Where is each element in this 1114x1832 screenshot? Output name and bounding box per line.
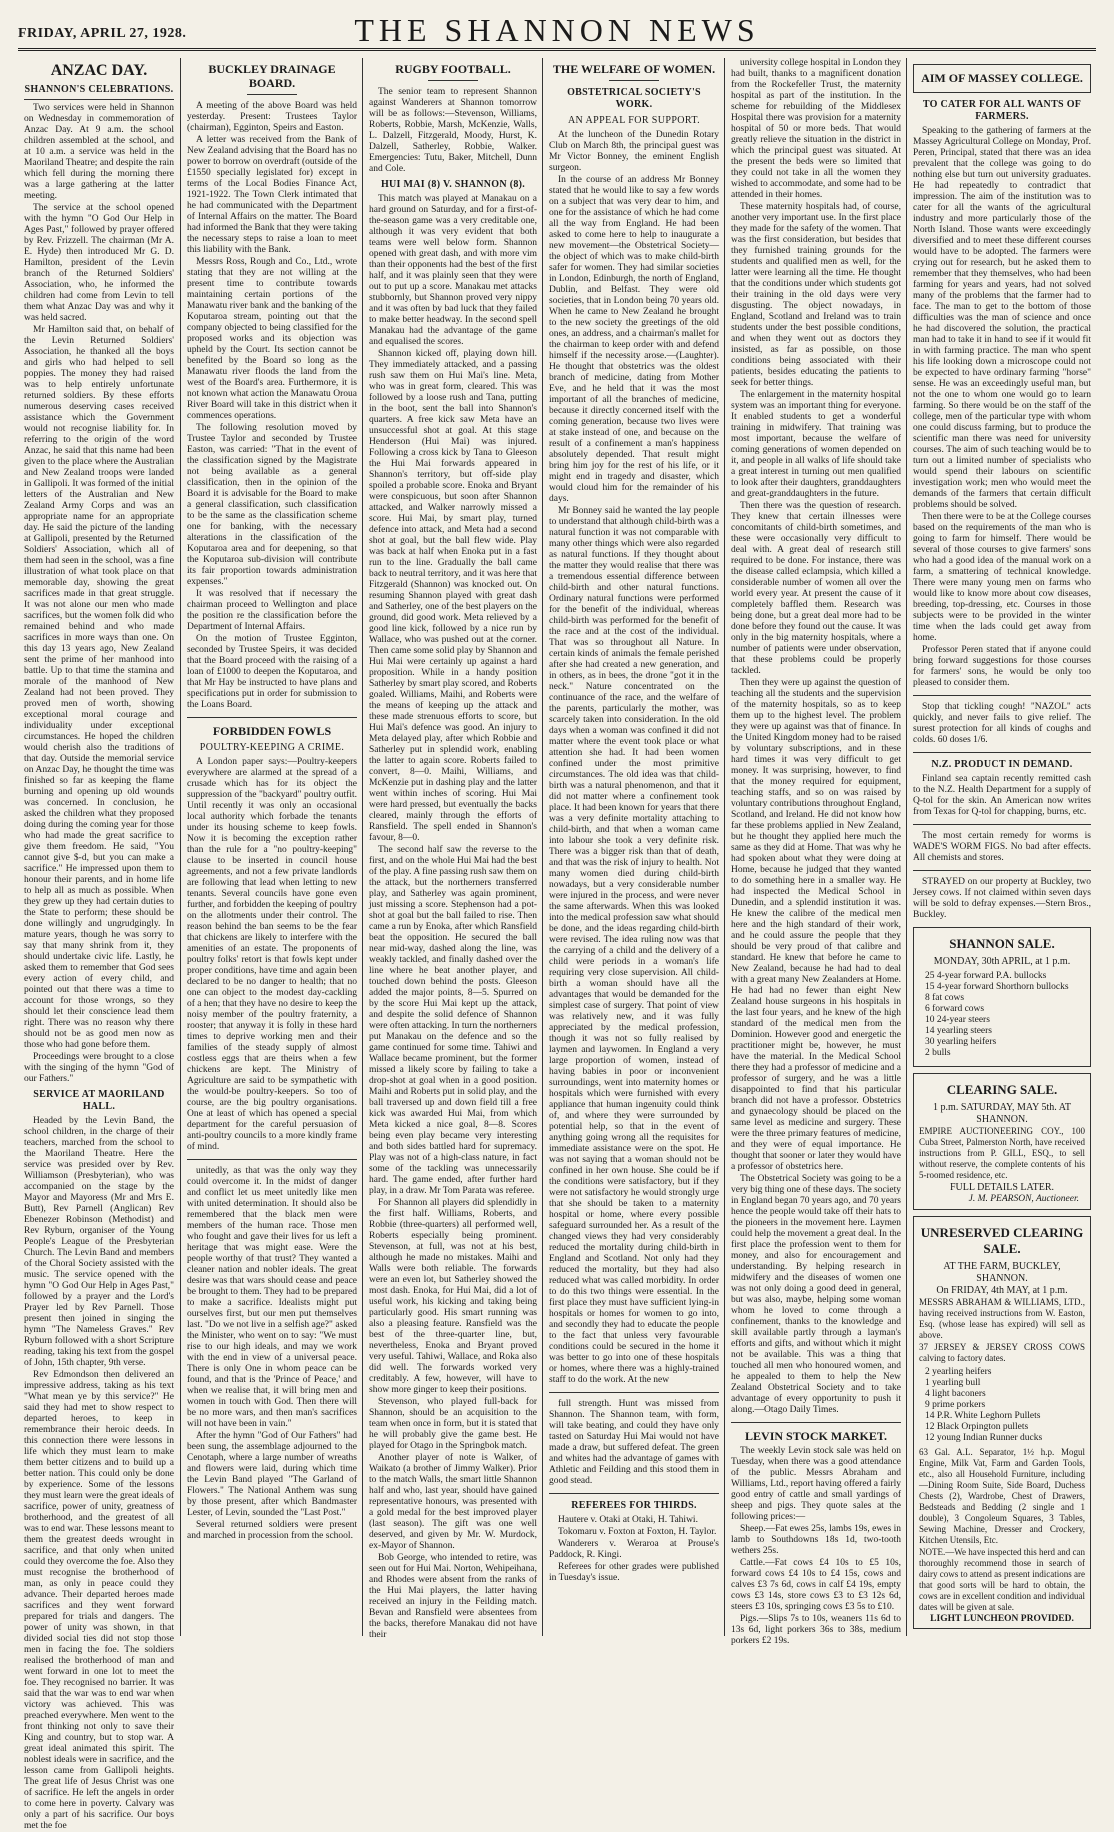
- article-paragraph: For Shannon all players did splendidly in the first half. Williams, Roberts, and Robbie (three-quarters) all performed well, Roberts especially being prominent. Stevenson, at full, was not at his best, although he made no mistakes. Maihi and Walls were both reliable. The forwards were an even lot, but Satherley showed the most dash. Enoka, for Hui Mai, did a lot of useful work, his kicking and taking being particularly good. His smart running was also a pleasing feature. Ransfield was the best of the three-quarter line, but, nevertheless, Enoka and Bryant proved very useful. Tahiwi, Wallace, and Roka also did well. The forwards worked very creditably. A few, however, will have to show more ginger to keep their positions.: [369, 1198, 537, 1395]
- newspaper-title: THE SHANNON NEWS: [354, 12, 760, 48]
- article-paragraph: At the luncheon of the Dunedin Rotary Club on March 8th, the principal guest was Mr Victor Bonney, the eminent English surgeon.: [549, 130, 719, 173]
- article-paragraph: A meeting of the above Board was held yesterday. Present: Trustees Taylor (chairman), Egginton, Speirs and Easton.: [187, 101, 357, 133]
- sale-item: 30 yearling heifers: [925, 1037, 997, 1047]
- sale-item: 12 Black Orpington pullets: [925, 1422, 1029, 1432]
- article-paragraph: Cattle.—Fat cows £4 10s to £5 10s, forward cows £4 10s to £4 15s, cows and calves £3 7s 6d, cows in calf £4 19s, empty cows £3 14s, store cows £3 to £3 12s 6d, steers £3 10s, springing cows £3 5s to £10.: [731, 1558, 901, 1612]
- advertisement-worm-figs: The most certain remedy for worms is WADE'S WORM FIGS. No bad after effects. All chemists and stores.: [913, 831, 1091, 863]
- article-heading-fowls: FORBIDDEN FOWLS: [212, 724, 332, 738]
- article-subheading: TO CATER FOR ALL WANTS OF FARMERS.: [922, 99, 1082, 122]
- ad-closing: LIGHT LUNCHEON PROVIDED.: [930, 1614, 1074, 1624]
- article-paragraph: A London paper says:—Poultry-keepers everywhere are alarmed at the spread of a crusade which has for its object the suppression of the "backyard" poultry outfit. Until recently it was only an occasional local authority which forbade the tenants under its housing scheme to keep fowls. Now it is becoming the exception rather than the rule for a "no poultry-keeping" clause to be inserted in council house agreements, and not a few private landlords are following that lead when letting to new tenants. Several councils have gone even further, and forbidden the keeping of poultry on the allotments under their control. The reason behind the ban seems to be the fear that chickens are likely to interfere with the amenities of an estate. The proponents of poultry folks' retort is that fowls kept under proper conditions, have time and again been declared to be no danger to health; that no one can object to the modest day-cackling of a hen; that they have no desire to keep the noisy member of the poultry fraternity, a rooster; that anyway it is folly in these hard times to deprive working men and their families of the steady supply of almost costless eggs that are theirs when a few chickens are kept. The Ministry of Agriculture are said to be sympathetic with the would-be poultry-keepers. So too of course, are the big poultry organisations. One at least of which has opened a special department for the careful persuasion of anti-poultry councils to a more kindly frame of mind.: [187, 757, 357, 1152]
- article-heading-levin: LEVIN STOCK MARKET.: [745, 1429, 887, 1443]
- ad-title: UNRESERVED CLEARING SALE.: [920, 1225, 1084, 1256]
- sale-item: 8 fat cows: [925, 993, 965, 1003]
- column-1: [18, 58, 180, 1831]
- sale-item: 9 prime porkers: [925, 1400, 986, 1410]
- article-paragraph: Mr Bonney said he wanted the lay people to understand that although child-birth was a natural function it was not comparable with many other things which were also regarded as natural functions. If they thought about the matter they would realise that there was a tremendous essential difference between child-birth and other natural functions. Ordinary natural functions were performed for the benefit of the individual, whereas child-birth was performed for the benefit of the race and at the cost of the individual. That was so throughout all Nature. In certain kinds of animals the female perished after she had created a new generation, and in others, as in bees, the drone "got it in the neck." Nature concentrated on the continuance of the race, and the welfare of the parents, particularly the mother, was scarcely taken into consideration. In the old days when a woman was confined it did not matter where the event took place or what attention she had. It had been women confined under the most primitive circumstances. The old idea was that child-birth was a natural phenomenon, and that it did not matter where a confinement took place. It had been known for years that there was a very definite mortality attaching to child-birth, and that when a woman came into labour she took a very definite risk. There was a bigger risk than that of death, and that was the risk of injury to health. Not many women died during child-birth nowadays, but a very considerable number were injured in the process, and were never the same afterwards. When this was looked into the medical profession saw what should be done, and the ideas regarding child-birth were revised. The idea ruling now was that the carrying of a child and the delivery of a child were periods in a woman's life requiring very close supervision. All child-birth a woman should have all the advantages that would be demanded for the simplest case of surgery. That point of view was relatively new, and it was fully appreciated by the medical profession, though it was not so fully realised by laymen and laywomen. In England a very large proportion of women, instead of having babies in poor or inconvenient surroundings, went into maternity homes or hospitals which were furnished with every appliance that human ingenuity could think of, and where they were surrounded by potential help, so that in the event of anything going wrong all the requisites for immediate assistance were on the spot. He was not saying that a woman should not be confined in her own house. She could be if the conditions were satisfactory, but if they were not satisfactory he would strongly urge that she should be taken to a maternity hospital or home, where every possible safeguard surrounded her. As a result of the changed views they had very considerably reduced the mortality during child-birth in England and Scotland. Not only had they reduced the mortality, but they had also reduced what was called morbidity. In order to do this two things were essential. In the first place they must have sufficient lying-in hospitals or homes for women to go into, and secondly they had to educate the people to the fact that unless very favourable conditions could be secured in the home it was better to go into one of these hospitals or homes, where there was a highly-trained staff to do the work. At the new: [549, 506, 719, 1385]
- article-paragraph: Professor Peren stated that if anyone could bring forward suggestions for those courses for farmers' sons, he would be only too pleased to consider them.: [913, 645, 1091, 688]
- article-heading-referees: REFEREES FOR THIRDS.: [571, 1500, 697, 1511]
- article-paragraph: Two services were held in Shannon on Wednesday in commemoration of Anzac Day. At 9 a.m. the school children assembled at the school, and at 10 a.m. a service was held in the Maoriland Theatre; and despite the rain which fell during the morning there was a large gathering at the latter meeting.: [24, 103, 174, 201]
- article-paragraph: The enlargement in the maternity hospital system was an important thing for everyone. It enabled students to get a wonderful training in midwifery. That training was most important, because the welfare of coming generations of women depended on it, and people in all walks of life should take a great interest in turning out men qualified to look after their daughters, granddaughters and great-granddaughters in the future.: [731, 390, 901, 499]
- article-paragraph: It was resolved that if necessary the chairman proceed to Wellington and place the position re the classification before the Department of Internal Affairs.: [187, 589, 357, 632]
- ad-date: On FRIDAY, 4th MAY, at 1 p.m.: [936, 1285, 1068, 1296]
- article-subheading: POULTRY-KEEPING A CRIME.: [199, 742, 345, 753]
- column-2: [180, 58, 363, 1636]
- ad-body: 63 Gal. A.L. Separator, 1½ h.p. Mogul Engine, Milk Vat, Farm and Garden Tools, etc., also all Household Furniture, including—Dining Room Suite, Side Board, Duchess Chests (2), Wardrobe, Chest of Drawers, Bedsteads and Bedding (2 single and 1 double), 3 Congoleum Squares, 3 Tables, Sewing Machine, Dresser and Crockery, Kitchen Utensils, Etc.: [919, 1447, 1085, 1545]
- ad-body: MESSRS ABRAHAM & WILLIAMS, LTD., having received instructions from W. Easton, Esq. (whose lease has expired) will sell as above.: [919, 1297, 1085, 1340]
- sale-item: 6 forward cows: [925, 1004, 985, 1014]
- article-paragraph: Headed by the Levin Band, the school children, in the charge of their teachers, marched from the school to the Maoriland Theatre. Here the service was presided over by Rev. Williamson (Presbyterian), who was accompanied on the stage by the Mayor and Mayoress (Mr and Mrs E. Butt), Rev Parnell (Anglican) Rev Ebenezer Robinson (Methodist) and Rev Ryburn, organiser of the Young People's League of the Presbyterian Church. The Levin Band and members of the Choral Society assisted with the music. The service opened with the hymn "O God Our Help in Ages Past," followed by a prayer and the Lord's Prayer led by Rev Parnell. Those present then joined in singing the hymn "The Nameless Graves." Rev Ryburn followed with a short Scripture reading, taking his text from the gospel of John, 15th chapter, 9th verse.: [24, 1116, 174, 1368]
- article-paragraph: Proceedings were brought to a close with the singing of the hymn "God of our Fathers.": [24, 1052, 174, 1084]
- advertisement-qtol: Finland sea captain recently remitted cash to the N.Z. Health Department for a supply of Q-tol for the skin. An American now writes from Texas for Q-tol for chapping, burns, etc.: [913, 774, 1091, 817]
- divider: [731, 1422, 901, 1423]
- ad-note: NOTE.—We have inspected this herd and can thoroughly recommend those in search of dairy cows to attend as present indications are that good sorts will be hard to obtain, the cows are in excellent condition and individual dates will be given at sale.: [919, 1547, 1085, 1612]
- article-paragraph: Then there were to be at the College courses based on the requirements of the man who is going to farm for himself. There would be several of those courses to give farmers' sons who had a good idea of the manual work on a farm, a smattering of technical knowledge. There were many young men on farms who would like to know more about cow diseases, breeding, top-dressing, etc. Courses in those subjects were to be provided in the winter time when the lads could get away from home.: [913, 512, 1091, 643]
- ad-note: FULL DETAILS LATER.: [949, 1182, 1055, 1193]
- article-paragraph: Several returned soldiers were present and marched in procession from the school.: [187, 1520, 357, 1541]
- article-heading-nz-product: N.Z. PRODUCT IN DEMAND.: [931, 759, 1073, 770]
- sale-item: 10 24-year steers: [925, 1015, 990, 1025]
- sale-item-list: [925, 971, 1085, 1059]
- column-4: [542, 58, 725, 1636]
- article-paragraph: This match was played at Manakau on a hard ground on Saturday, and for a first-of-the-season game was a very creditable one, although it was very evident that both teams were well below form. Shannon opened with great dash, and with more vim than their opponents had the best of the first half, and it was plainly seen that they were out to put up a score. Manakau met attacks stubbornly, but Shannon proved very nippy and it was often by bad luck that they failed to make better headway. In the second spell Manakau had the advantage of the game and equalised the scores.: [369, 194, 537, 347]
- sale-item: 2 bulls: [925, 1048, 951, 1058]
- ad-title: CLEARING SALE.: [946, 1082, 1058, 1097]
- divider: [187, 717, 357, 718]
- article-paragraph: Referees for other grades were published in Tuesday's issue.: [549, 1562, 719, 1583]
- article-heading-maoriland: SERVICE AT MAORILAND HALL.: [33, 1089, 165, 1112]
- article-paragraph: Then they were up against the question of teaching all the students and the supervision of the maternity hospitals, so as to keep them up to the highest level. The problem they were up against was that of finance. In the United Kingdom money had to be raised by voluntary subscriptions, and in these hard times it was very difficult to get money. It was surprising, however, to find that the money required for equipment, teaching staffs, and so on was raised by voluntary contributions throughout England, Scotland, and Ireland. He did not know how far these problems applied in New Zealand, but he thought they applied here much the same as they did at Home. That was why he had spoken about what they were doing at Home, because he judged that they wanted to do something here in a smaller way. He had inspected the Medical School in Dunedin, and a splendid institution it was. He knew the calibre of the medical men here and the high standard of their work, and he could assure the people that they should be very proud of that calibre and standard. He knew that before he came to New Zealand, because he had had to deal with a great many New Zealanders at Home. He had had no fewer than eight New Zealand house surgeons in his hospitals in the last four years, and he knew of the high standard of the medical men from the Dominion. However good and energetic the practitioner might be, however, he must have the material. In the Medical School there they had a professor of medicine and a professor of surgery, and he was a little disappointed to find that his particular branch did not have a professor. Obstetrics and gynaecology should be placed on the same level as medicine and surgery. These were the three primary features of medicine, and they were of equal importance. He thought that sooner or later they would have a professor of obstetrics here.: [731, 678, 901, 1172]
- column-3: [362, 58, 543, 1640]
- article-subheading: AN APPEAL FOR SUPPORT.: [567, 115, 701, 126]
- article-paragraph: Then there was the question of research. They knew that certain illnesses were concomitants of child-birth sometimes, and these were occasionally very difficult to deal with. A great deal of research still required to be done. For instance, there was the disease called eclampsia, which killed a considerable number of women all over the world every year. At present the cause of it completely baffled them. Research was being done, but a great deal more had to be done before they found out the cause. It was only in the big maternity hospitals, where a number of patients were under observation, that these problems could be properly tackled.: [731, 501, 901, 676]
- article-paragraph: full strength. Hunt was missed from Shannon. The Shannon team, with form, will take beating, and could they have only tasted on Saturday Hui Mai would not have made a draw, but suffered defeat. The green and whites had the advantage of games with Athletic and Feilding and this stood them in good stead.: [549, 1399, 719, 1486]
- article-paragraph: The service at the school opened with the hymn "O God Our Help in Ages Past," followed by prayer offered by Rev. Frizzell. The chairman (Mr A. E. Hyde) then introduced Mr G. D. Hamilton, president of the Levin branch of the Returned Soldiers' Association, who, he informed the children had come from Levin to tell them what Anzac Day was and why it was held sacred.: [24, 203, 174, 323]
- article-subheading: HUI MAI (8) V. SHANNON (8).: [380, 179, 526, 190]
- article-paragraph: In the course of an address Mr Bonney stated that he would like to say a few words on a subject that was very dear to him, and one for the assistance of which he had come all the way from England. He had been asked to come here to help to inaugurate a new movement—the Obstetrical Society—the object of which was to make child-birth safer for women. They had similar societies in London, Edinburgh, the north of England, Dublin, and Belfast. They were old societies, that in London being 70 years old. When he came to New Zealand he brought to the new society the greetings of the old ones, an address, and a chairman's mallet for the chairman to keep order with and defend himself if the necessity arose.—(Laughter). He thought that obstetrics was the oldest branch of medicine, dating from Mother Eve, and he held that it was the most important of all the branches of medicine, because it directly concerned itself with the coming generation, because two lives were at stake instead of one, and because on the result of a confinement a man's happiness absolutely depended. That result might bring him joy for the rest of his life, or it might end in tragedy and disaster, which would cloud him for the remainder of his days.: [549, 175, 719, 504]
- article-paragraph: The Obstetrical Society was going to be a very big thing one of these days. The society in England began 70 years ago, and 70 years hence the people would take off their hats to the pioneers in the movement here. Laymen could help the movement a great deal. In the first place the profession went to them for money, and also for encouragement and understanding. By helping research in midwifery and the diseases of women one was not only doing a good deed in general, but was also, maybe, helping some woman whom he loved to come through a confinement, thanks to the knowledge and skill available partly through a layman's efforts and gifts, and without which it might not be available. This was a thing that touched all men who honoured women, and he appealed to them to help the New Zealand Obstetrical Society and to take advantage of every opportunity to push it along.—Otago Daily Times.: [731, 1174, 901, 1415]
- article-paragraph: The second half saw the reverse to the first, and on the whole Hui Mai had the best of the play. A fine passing rush saw them on the attack, but the northerners transferred play, and Satherley was again prominent, just missing a score. Stephenson had a pot-shot at goal but the ball failed to rise. Then came a run by Enoka, after which Ransfield beat the opposition. He secured the ball near mid-way, dashed along the line, was weakly tackled, and finally dashed over the line where he beat another player, and touched down behind the posts. Gleeson added the major points, 8—5. Spurred on by the score Hui Mai kept up the attack, and despite the solid defence of Shannon were often attacking. In turn the northerners put Manakau on the defence and so the game continued for some time. Tahiwi and Wallace became prominent, but the former missed a likely score by failing to take a drop-shot at goal when in a good position. Maihi and Roberts put in solid play, and the ball traversed up and down field till a free kick was awarded Hui Mai, from which Meta kicked a nice goal, 8—8. Scores being even play became very interesting and both sides battled hard for supremacy. Play was not of a high-class nature, in fact some of the tackling was unnecessarily hard. The game ended, after further hard play, in a draw. Mr Tom Parata was referee.: [369, 845, 537, 1196]
- article-paragraph: Mr Hamilton said that, on behalf of the Levin Returned Soldiers' Association, he thanked all the boys and girls who had helped to sell poppies. The money they had raised was to help entirely unfortunate returned soldiers. By these efforts numerous deserving cases received assistance which the Government would not recognise liability for. In referring to the origin of the word Anzac, he said that this name had been given to the place where the Australian and New Zealand troops were landed in Gallipoli. It was formed of the initial letters of the Australian and New Zealand Army Corps and was an appropriate name for an appropriate day. He said the picture of the landing at Gallipoli, presented by the Returned Soldiers' Association, which all of them had seen in the school, was a fine illustration of what took place on that memorable day, showing the great sacrifices made in that great struggle. It was not alone our men who made sacrifices, but the women folk did who remained behind and who made sacrifices in more ways than one. On this day 13 years ago, New Zealand sent the prime of her manhood into battle. Up to that time the stamina and morale of the manhood of New Zealand had not been proved. They proved men of worth, showing exceptional moral courage and individuality under exceptional circumstances. He hoped the children would cherish also the traditions of that day. Outside the memorial service on Anzac Day, he thought the time was finished so far as keeping the flame burning and opening up old wounds was concerned. In conclusion, he asked the children what they proposed doing during the coming year for those who had made the great sacrifice to give them freedom. He said, "You cannot give $-d, but you can make a sacrifice." He impressed upon them to honour their parents, and in home life to help all as much as possible. When they grew up they had certain duties to the State to perform; these should be done willingly and ungrudgingly. In mature years, though he was sorry to say that many shrink from it, they should undertake civic life. Lastly, he asked them to remember that God sees every action of every child, and pointed out that there was a time to account for those wrongs, so they should let their conscience lead them right. There was no reason why there should not be as good men now as those who had gone before them.: [24, 325, 174, 1050]
- article-heading-massey: AIM OF MASSEY COLLEGE.: [921, 71, 1083, 85]
- article-paragraph: Messrs Ross, Rough and Co., Ltd., wrote stating that they are not willing at the present time to contribute towards maintaining certain portions of the Manawatu river bank and the banking of the Koputaroa stream, pointing out that the company objected to being classified for the proposed works and its objection was upheld by the Court. Its section cannot be benefited by the Board so long as the Manawatu river floods the land from the west of the Board's area. Furthermore, it is not known what action the Manawatu Oroua River Board will take in this district when it commences operations.: [187, 257, 357, 421]
- article-paragraph: university college hospital in London they had built, thanks to a magnificent donation from the Rockefeller Trust, the maternity hospital as part of the institution. In the scheme for rebuilding of the Middlesex Hospital there was provision for a maternity hospital of 50 or more beds. That would greatly relieve the situation in the district in which the principal guest was situated. At the present the beds were so limited that they could not take in all the women they wished to accommodate, and some had to be attended in their homes.: [731, 58, 901, 200]
- ad-unreserved-clearing-sale: [913, 1216, 1091, 1629]
- article-paragraph: Wanderers v. Weraroa at Prouse's Paddock, R. Kingi.: [549, 1539, 719, 1560]
- sale-item: 25 4-year forward P.A. bullocks: [925, 971, 1047, 981]
- article-paragraph: Hautere v. Otaki at Otaki, H. Tahiwi.: [558, 1515, 698, 1525]
- article-paragraph: These maternity hospitals had, of course, another very important use. In the first place they made for the safety of the women. That was the first consideration, but besides that they furnished training grounds for the students and qualified men as well, for the latter were learning all the time. He thought that the conditions under which students got their training in the old days were very disgusting. The object nowadays, in England, Scotland and Ireland was to train students under the best possible conditions, and when they went out as doctors they insisted, as far as possible, on those conditions being associated with their patients, besides educating the patients to seek for better things.: [731, 202, 901, 388]
- article-heading-women: THE WELFARE OF WOMEN.: [552, 62, 716, 76]
- article-box-massey: [913, 64, 1091, 93]
- article-subheading: OBSTETRICAL SOCIETY'S WORK.: [567, 87, 701, 110]
- article-heading-drainage: BUCKLEY DRAINAGE BOARD.: [208, 62, 336, 90]
- article-paragraph: After the hymn "God of Our Fathers" had been sung, the assemblage adjourned to the Cenotaph, where a large number of wreaths and flowers were laid, during which time the Levin Band played "The Garland of Flowers." The National Anthem was sung by those present, after which Bandmaster Lester, of Levin, sounded the "Last Post.": [187, 1431, 357, 1518]
- ad-body: EMPIRE AUCTIONEERING COY., 100 Cuba Street, Palmerston North, have received instructions from P. GILL, ESQ., to sell without reserve, the complete contents of his 5-roomed residence, etc.: [919, 1126, 1085, 1180]
- article-paragraph: On the motion of Trustee Egginton, seconded by Trustee Speirs, it was decided that the Board proceed with the raising of a loan of £1000 to deepen the Koputaroa, and that Mr Hay be instructed to have plans and specifications put in order for submission to the Loans Board.: [187, 634, 357, 710]
- article-paragraph: Shannon kicked off, playing down hill. They immediately attacked, and a passing rush saw them on Hui Mai's line. Meta, who was in great form, cleared. This was followed by a loose rush and Tana, putting in the boot, sent the ball into Shannon's quarters. A free kick saw Meta have an unsuccessful shot at goal. At this stage Henderson (Hui Mai) was injured. Following a cross kick by Tana to Gleeson the Hui Mai forwards appeared in Shannon's territory, but off-side play spoiled a probable score. Enoka and Bryant were conspicuous, but soon after Shannon attacked, and Walker narrowly missed a score. Hui Mai, by smart play, turned defence into attack, and Meta had a second shot at goal, but the ball flew wide. Play was back at half when Enoka put in a fast run to the line. Gradually the ball came back to neutral territory, and it was here that Fitzgerald (Shannon) was knocked out. On resuming Shannon played with great dash and Satherley, one of the best players on the ground, did good work. Meta relieved by a good line kick, followed by a nice run by Wallace, who was pushed out at the corner. Then came some solid play by Shannon and Hui Mai were certainly up against a hard proposition. While in a handy position Satherley by smart play scored, and Roberts goaled. Williams, Maihi, and Roberts were the means of keeping up the attack and these made strenuous efforts to score, but Hui Mai's defence was good. An injury to Meta delayed play, after which Robbie and Satherley put in splendid work, enabling the latter to again score. Roberts failed to convert, 8—0. Maihi, Williams, and McKenzie put in dashing play and the latter went within inches of scoring. Hui Mai were hard pressed, but eventually the backs cleared, mainly through the efforts of Ransfield. The spell ended in Shannon's favour, 8—0.: [369, 349, 537, 843]
- column-5: [724, 58, 907, 1646]
- article-paragraph: The following resolution moved by Trustee Taylor and seconded by Trustee Easton, was carried: "That in the event of the classification signed by the Magistrate not being available as a general classification, then in the opinion of the Board it is advisable for the Board to make a general classification, such classification to be the same as the classification scheme one for banking, with the necessary alterations in the classification of the Koputaroa area and for deepening, so that the Koputaroa sub-division will contribute its fair proportion towards administration expenses.": [187, 423, 357, 587]
- ad-body: 37 JERSEY & JERSEY CROSS COWS calving to factory dates.: [919, 1342, 1085, 1363]
- article-paragraph: Tokomaru v. Foxton at Foxton, H. Taylor.: [558, 1527, 717, 1537]
- article-heading-anzac: ANZAC DAY.: [50, 62, 148, 79]
- divider: [609, 80, 659, 81]
- sale-item: 15 4-year forward Shorthorn bullocks: [925, 982, 1069, 992]
- sale-item: 4 light baconers: [925, 1389, 986, 1399]
- sale-item: 2 yearling heifers: [925, 1367, 992, 1377]
- ad-shannon-sale: [913, 927, 1091, 1067]
- divider: [549, 1392, 719, 1393]
- ad-signature: J. M. PEARSON, Auctioneer.: [968, 1194, 1079, 1204]
- column-6: [906, 58, 1097, 1636]
- ad-date: MONDAY, 30th APRIL, at 1 p.m.: [933, 956, 1071, 967]
- article-subheading: SHANNON'S CELEBRATIONS.: [24, 84, 174, 100]
- article-paragraph: Rev Edmondson then delivered an impressive address, taking as his text "What mean ye by this service?" He said they had met to show respect to departed heroes, to keep in remembrance their heroic deeds. In this connection there were lessons in life which they must learn to make them better citizens and to build up a better nation. This could only be done by experience. Some of the lessons they must learn were the great ideals of sacrifice, power of unity, greatness of brotherhood, and the greatest of all was to end war. These lessons meant to them the greatest deeds wrought in sacrifice, and that only when united could they overcome the foe. Also they must recognise the brotherhood of man, as only in peace could they advance. Their departed heroes made sacrifices and they went forward prepared for trials and dangers. The power of unity was shown, in that divided social ties did not stop those men in facing the foe. The soldiers realised the brotherhood of man and went forward in one lot to meet the foe. They recognised no barrier. It was said that the war was to end war when victory was achieved. This was preached everywhere. Men went to the front thinking not only to save their King and country, but to stop war. A great ideal animated this spirit. The noblest ideals were in sacrifice, and the lesson came from Gallipoli heights. The great life of Jesus Christ was one of sacrifice. He left the angels in order to come here in poverty. Calvary was only a part of his sacrifice. Our boys met the foe: [24, 1370, 174, 1831]
- article-paragraph: unitedly, as that was the only way they could overcome it. In the midst of danger and conflict let us meet unitedly like men with united determination. It should also be remembered that the black men were members of the human race. Those men who fought and gave their lives for us left a heritage that was might ease. Were the people worthy of that trust? They wanted a cleaner nation and nobler ideals. The great desire was that wars should cease and peace be brought to them. They had to be prepared to make a sacrifice. Idealists might put ourselves first, but our men put themselves last. "Do we not live in a selfish age?" asked the Minister, who went on to say: "We must rise to our high ideals, and may we work with the end in view of a universal peace. There is only One in whom peace can be found, and that is the 'Prince of Peace,' and when we realise that, it will bring men and women in touch with God. Then there will be no more wars, and then man's sacrifices will not have been in vain.": [187, 1166, 357, 1429]
- divider: [913, 824, 1091, 825]
- divider: [913, 870, 1091, 871]
- article-paragraph: The weekly Levin stock sale was held on Tuesday, when there was a good attendance of the public. Messrs Abraham and Williams, Ltd., report having offered a fairly good entry of cattle and small yardings of sheep and pigs. They quote sales at the following prices:—: [731, 1446, 901, 1522]
- article-heading-rugby: RUGBY FOOTBALL.: [395, 62, 511, 76]
- ad-date: 1 p.m. SATURDAY, MAY 5th. AT SHANNON.: [933, 1102, 1071, 1125]
- divider: [913, 752, 1091, 753]
- sale-item-list: [925, 1367, 1085, 1444]
- article-paragraph: Pigs.—Slips 7s to 10s, weaners 11s 6d to 13s 6d, light porkers 36s to 38s, medium porkers £2 19s.: [731, 1614, 901, 1646]
- divider: [428, 80, 478, 81]
- masthead: [18, 8, 1096, 51]
- article-paragraph: The senior team to represent Shannon against Wanderers at Shannon tomorrow will be as follows:—Stevenson, Williams, Roberts, Robbie, Marsh, McKenzie, Walls, L. Dalzell, Fitzgerald, Moody, Hurst, K. Dalzell, Satherley, Robbie, Walker. Emergencies: Tutu, Baker, Mitchell, Dunn and Cole.: [369, 87, 537, 174]
- divider: [247, 94, 297, 95]
- sale-item: 12 young Indian Runner ducks: [925, 1433, 1043, 1443]
- ad-clearing-sale: [913, 1073, 1091, 1210]
- sale-item: 14 P.R. White Leghorn Pullets: [925, 1411, 1041, 1421]
- sale-item: 14 yearling steers: [925, 1026, 993, 1036]
- sale-item: 1 yearling bull: [925, 1378, 981, 1388]
- advertisement-nazol: Stop that tickling cough! "NAZOL" acts quickly, and never fails to give relief. The surest protection for all kinds of coughs and colds. 60 doses 1/6.: [913, 702, 1091, 745]
- issue-date: FRIDAY, APRIL 27, 1928.: [18, 26, 187, 41]
- article-paragraph: Speaking to the gathering of farmers at the Massey Agricultural College on Monday, Prof. Peren, Principal, stated that there was an idea prevalent that the college was going to do nothing else but turn out university graduates. He had repeatedly to contradict that impression. The aim of the institution was to cater for all the wants of the agricultural industry and more particularly those of the North Island. Those wants were exceedingly diversified and to meet these different courses would have to be adopted. The farmers were crying out for research, but he asked them to remember that they themselves, who had been farming for years and years, had not solved many of the problems that the farmer had to face. The man to get to the bottom of those difficulties was the man of science and once he had discovered the solution, the practical man had to take it in hand to see if it would fit in with farming practice. The man who spent his life looking down a microscope could not be expected to have ordinary farming "horse" sense. He was an exceedingly useful man, but not the one to whom one would go to learn farming. So there would be on the staff of the college, men of the particular type with whom one could discuss farming, but to produce the scientific man there was need for university courses. The aim of such teaching would be to turn out a limited number of specialists who would spend their labours on scientific investigation work; men who would meet the demands of the farmers that certain difficult problems should be solved.: [913, 126, 1092, 510]
- article-paragraph: Another player of note is Walker, of Waikato (a brother of Jimmy Walker). Prior to the match Walls, the smart little Shannon half and who, last year, should have gained representative honours, was presented with a gold medal for the best improved player (last season). The gift was one well deserved, and given by Mr. W. Murdock, ex-Mayor of Shannon.: [369, 1453, 537, 1551]
- article-paragraph: Bob George, who intended to retire, was seen out for Hui Mai. Norton, Wehipeihana, and Rhodes were absent from the ranks of the Hui Mai players, the latter having received an injury in the Feilding match. Bevan and Ransfield were absentees from the backs, therefore Manakau did not have their: [369, 1553, 537, 1640]
- notice-strayed: STRAYED on our property at Buckley, two Jersey cows. If not claimed within seven days will be sold to defray expenses.—Stern Bros., Buckley.: [913, 877, 1091, 920]
- divider: [549, 1493, 719, 1494]
- article-paragraph: A letter was received from the Bank of New Zealand advising that the Board has no power to borrow on overdraft (outside of the £1550 specially legislated for) except in terms of the Local Bodies Finance Act, 1921-1922. The Town Clerk intimated that he had communicated with the Department of Internal Affairs on the matter. The Board had informed the Bank that they were taking the necessary steps to raise a loan to meet this liability with the Bank.: [187, 135, 357, 255]
- divider: [913, 695, 1091, 696]
- article-paragraph: Sheep.—Fat ewes 25s, lambs 19s, ewes in lamb to Southdowns 18s 1d, two-tooth wethers 25s.: [731, 1524, 901, 1556]
- ad-place: AT THE FARM, BUCKLEY, SHANNON.: [943, 1261, 1061, 1284]
- ad-title: SHANNON SALE.: [949, 936, 1055, 951]
- divider: [187, 1159, 357, 1160]
- article-paragraph: Stevenson, who played full-back for Shannon, should be an acquisition to the team when once in form, but it is stated that he will probably give the game best. He played for Otago in the Springbok match.: [369, 1397, 537, 1451]
